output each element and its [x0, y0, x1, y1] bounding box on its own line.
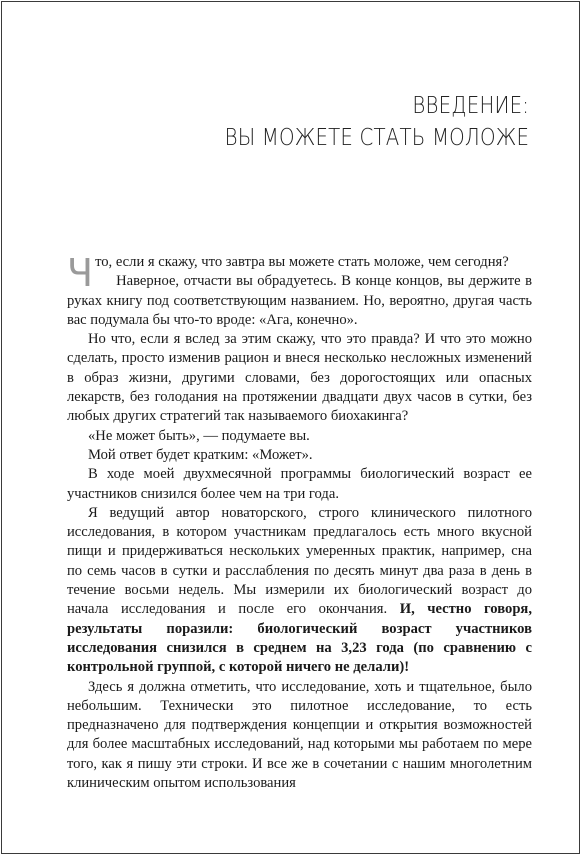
chapter-body	[67, 253, 532, 793]
paragraph-1-text: то, если я скажу, что завтра вы можете стать моложе, чем сегодня?	[95, 254, 509, 270]
paragraph-4: «Не может быть», — подумаете вы.	[88, 427, 310, 444]
paragraph-7	[67, 504, 532, 678]
book-page	[1, 1, 580, 854]
paragraph-5: Мой ответ будет кратким: «Может».	[88, 446, 313, 463]
paragraph-8: Здесь я должна отметить, что исследование, хоть и тщательное, было небольшим. Технически это пилотное исследование, то есть предназначено для подтверждения концепции и открытия возможностей для более масштабных исследований, над которыми мы работаем по мере того, как я пишу эти строки. И все же в сочетании с нашим многолетним клиническим опытом использования	[67, 678, 532, 792]
paragraph-1	[67, 251, 532, 295]
paragraph-7-bold: И, честно говоря, результаты поразили: биологический возраст участников исследования снизился в среднем на 3,23 года (по сравнению с контрольной группой, с которой ничего не делали)!	[67, 601, 532, 676]
drop-cap: Ч	[67, 251, 94, 295]
paragraph-7-text: Я ведущий автор новаторского, строго клинического пилотного исследования, в котором участникам предлагалось есть много вкусной пищи и придерживаться нескольких умеренных практик, например, сна по семь часов в сутки и расслабления по десять минут два раза в день в течение восьми недель. Мы измерили их биологический возраст до начала исследования и после его окончания.	[67, 504, 532, 618]
chapter-heading-line2: ВЫ МОЖЕТЕ СТАТЬ МОЛОЖЕ	[224, 125, 529, 151]
paragraph-6: В ходе моей двухмесячной программы биологический возраст ее участников снизился более чем на три года.	[67, 466, 532, 502]
chapter-heading	[224, 90, 529, 154]
paragraph-3: Но что, если я вслед за этим скажу, что это правда? И что это можно сделать, просто изменив рацион и внеся несколько несложных изменений в образ жизни, другими словами, без дорогостоящих или опасных лекарств, без голодания на протяжении двадцати двух часов в сутки, без любых других стратегий так называемого биохакинга?	[67, 331, 532, 425]
chapter-heading-line1: ВВЕДЕНИЕ:	[412, 93, 529, 119]
paragraph-2: Наверное, отчасти вы обрадуетесь. В конце концов, вы держите в руках книгу под соответствующим названием. Но, вероятно, другая часть вас подумала бы что-то вроде: «Ага, конечно».	[67, 273, 532, 328]
